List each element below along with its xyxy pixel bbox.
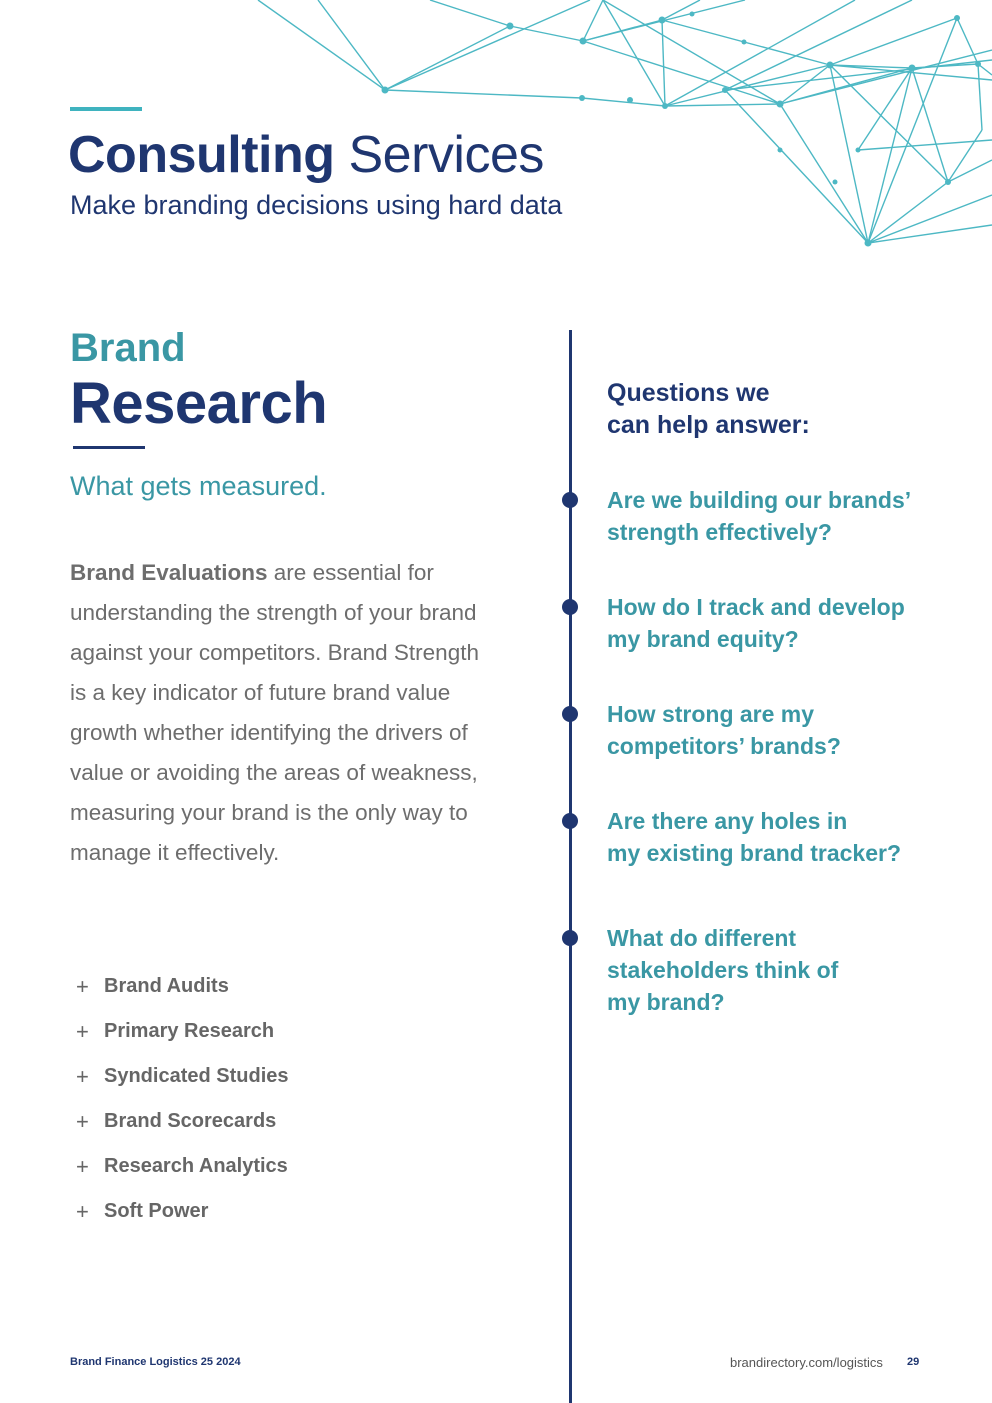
section-heading-large: Research [70,371,328,436]
body-emphasis: Brand Evaluations [70,560,268,585]
footer-url-link[interactable]: brandirectory.com/logistics [730,1355,883,1370]
question-item: Are we building our brands’ strength effectively? [607,487,912,545]
section-tagline: What gets measured. [70,471,327,501]
page-title-light: Services [348,126,544,184]
question-item: Are there any holes in my existing brand tracker? [607,808,901,866]
service-label: Brand Audits [104,975,229,997]
service-item [76,1054,289,1099]
service-item [76,1189,289,1234]
section-heading-small: Brand [70,326,186,370]
service-label: Brand Scorecards [104,1110,277,1132]
service-item [76,1009,289,1054]
plus-icon: + [76,1108,89,1134]
page-title-bold: Consulting [68,126,335,184]
service-label: Syndicated Studies [104,1065,289,1087]
page-title [68,122,544,188]
service-item [76,1099,289,1144]
question-item: How do I track and develop my brand equity? [607,594,905,652]
services-list [76,964,289,1234]
title-accent-rule [70,107,142,111]
timeline-dot [562,930,578,946]
page-subtitle: Make branding decisions using hard data [70,190,563,220]
timeline-dot [562,599,578,615]
page-number: 29 [907,1356,920,1368]
body-paragraph [70,553,480,873]
body-text: are essential for understanding the strength of your brand against your competitors. Brand Strength is a key indicator of future brand value growth whether identifying the drivers of value or avoiding the areas of weakness, measuring your brand is the only way to manage it effectively. [70,560,479,865]
section-divider [73,446,145,449]
service-label: Research Analytics [104,1155,288,1177]
question-item: How strong are my competitors’ brands? [607,701,841,759]
footer-publication: Brand Finance Logistics 25 2024 [70,1356,241,1368]
plus-icon: + [76,1018,89,1044]
service-label: Primary Research [104,1020,275,1042]
timeline-line [569,330,572,1403]
service-item [76,964,289,1009]
timeline-dot [562,813,578,829]
plus-icon: + [76,973,89,999]
plus-icon: + [76,1198,89,1224]
service-label: Soft Power [104,1200,209,1222]
service-item [76,1144,289,1189]
timeline-dot [562,706,578,722]
plus-icon: + [76,1153,89,1179]
question-item: What do different stakeholders think of my brand? [607,925,839,1015]
questions-heading: Questions we can help answer: [607,379,810,439]
plus-icon: + [76,1063,89,1089]
timeline-dot [562,492,578,508]
